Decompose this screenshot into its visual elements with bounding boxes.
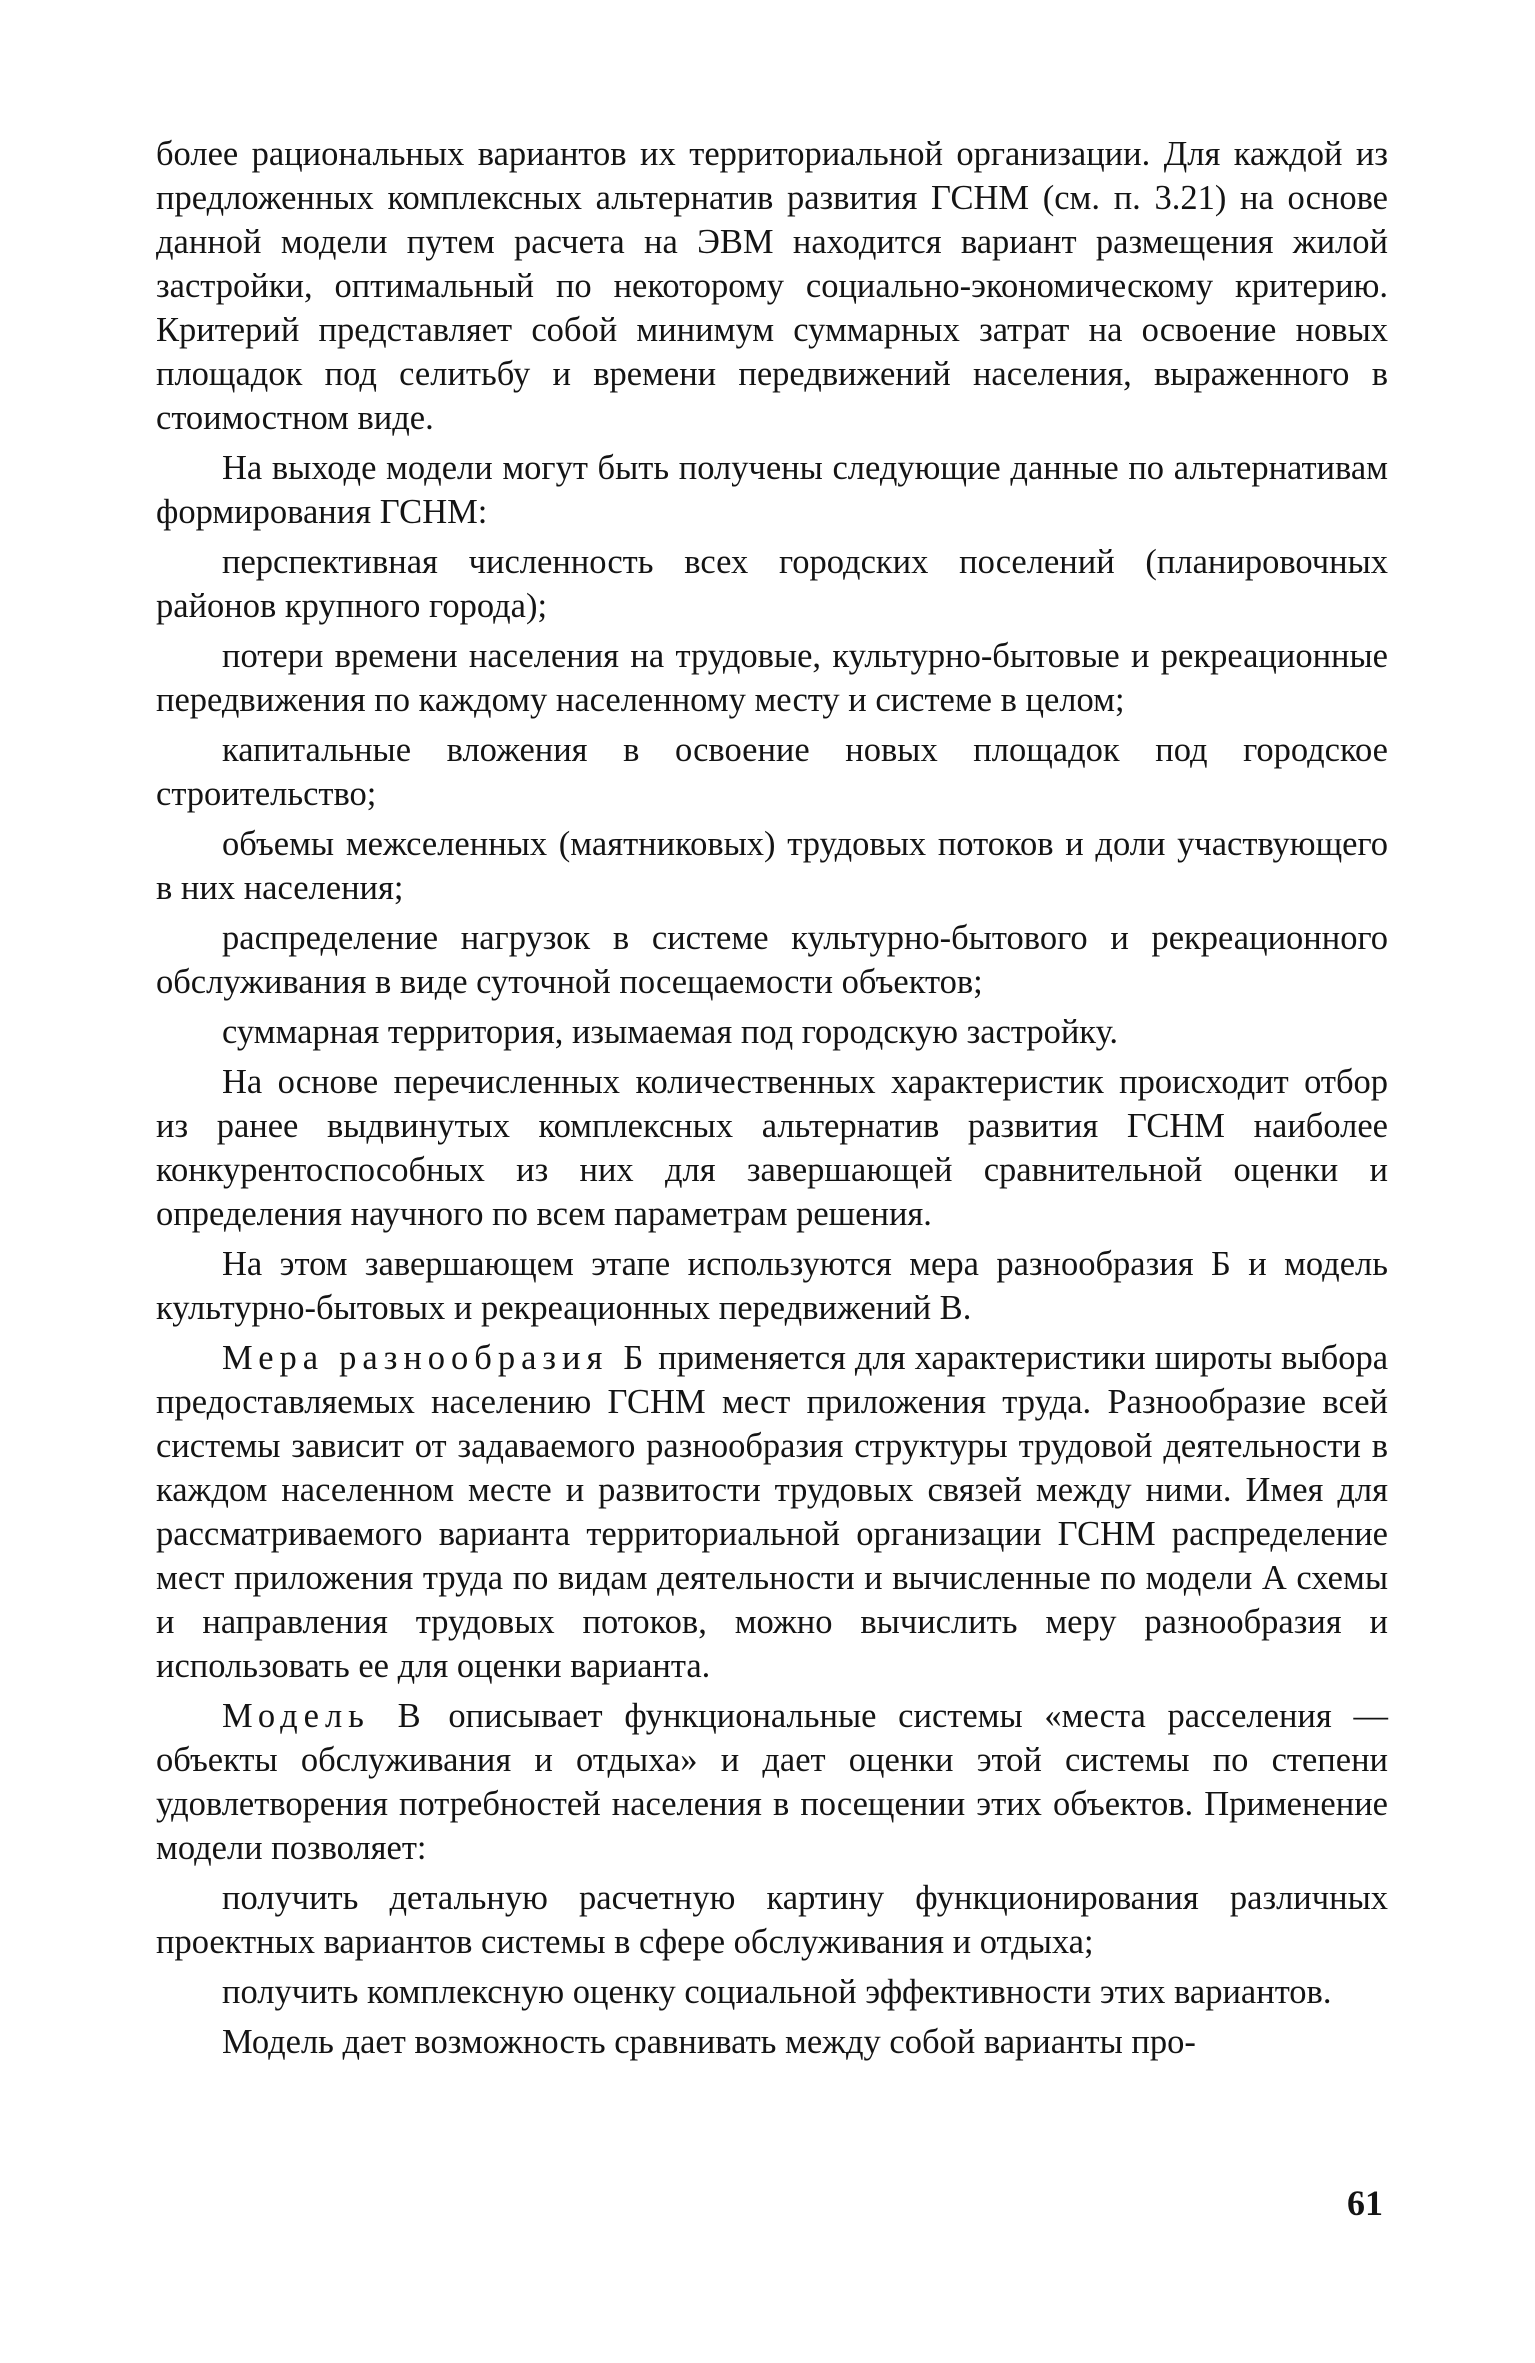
body-text <box>156 132 1388 2064</box>
list-item-complex-assessment: получить комплексную оценку социальной эффективности этих вариантов. <box>222 1973 1332 2011</box>
term-model-v: Модель В <box>222 1697 427 1735</box>
paragraph-2: На выходе модели могут быть получены следующие данные по альтернативам формирования ГСНМ: <box>156 449 1388 531</box>
paragraph-final-stage: На этом завершающем этапе используются мера разнообразия Б и модель культурно-бытовых и рекреационных передвижений В. <box>156 1245 1388 1327</box>
paragraph-diversity-measure <box>156 1336 1388 1688</box>
paragraph-selection: На основе перечисленных количественных характеристик происходит отбор из ранее выдвинутых комплексных альтернатив развития ГСНМ наиболее конкурентоспособных из них для завершающей сравнительной оценки и определения научного по всем параметрам решения. <box>156 1063 1388 1233</box>
list-item-total-territory: суммарная территория, изымаемая под городскую застройку. <box>222 1013 1119 1051</box>
paragraph-model-v <box>156 1694 1388 1870</box>
list-item-population: перспективная численность всех городских поселений (планировочных районов крупного города); <box>156 543 1388 625</box>
paragraph-1: более рациональных вариантов их территориальной организации. Для каждой из предложенных комплексных альтернатив развития ГСНМ (см. п. 3.21) на основе данной модели путем расчета на ЭВМ находится вариант размещения жилой застройки, оптимальный по некоторому социально-экономическому критерию. Критерий представляет собой минимум суммарных затрат на освоение новых площадок под селитьбу и времени передвижений населения, выраженного в стоимостном виде. <box>156 135 1388 437</box>
term-diversity-measure: Мера разнообразия Б <box>222 1339 650 1377</box>
paragraph-comparison: Модель дает возможность сравнивать между собой варианты про- <box>222 2023 1196 2061</box>
list-item-detailed-picture: получить детальную расчетную картину функционирования различных проектных вариантов системы в сфере обслуживания и отдыха; <box>156 1879 1388 1961</box>
list-item-service-loads: распределение нагрузок в системе культурно-бытового и рекреационного обслуживания в виде суточной посещаемости объектов; <box>156 919 1388 1001</box>
page-number: 61 <box>1347 2183 1383 2223</box>
list-item-commuter-flows: объемы межселенных (маятниковых) трудовых потоков и доли участвующего в них населения; <box>156 825 1388 907</box>
paragraph-model-v-text: описывает функциональные системы «места расселения — объекты обслуживания и отдыха» и дает оценки этой системы по степени удовлетворения потребностей населения в посещении этих объектов. Применение модели позволяет: <box>156 1697 1388 1867</box>
paragraph-diversity-measure-text: применяется для характеристики широты выбора предоставляемых населению ГСНМ мест приложения труда. Разнообразие всей системы зависит от задаваемого разнообразия структуры трудовой деятельности в каждом населенном месте и развитости трудовых связей между ними. Имея для рассматриваемого варианта территориальной организации ГСНМ распределение мест приложения труда по видам деятельности и вычисленные по модели А схемы и направления трудовых потоков, можно вычислить меру разнообразия и использовать ее для оценки варианта. <box>156 1339 1389 1685</box>
list-item-capital-investment: капитальные вложения в освоение новых площадок под городское строительство; <box>156 731 1388 813</box>
list-item-time-losses: потери времени населения на трудовые, культурно-бытовые и рекреационные передвижения по каждому населенному месту и системе в целом; <box>156 637 1388 719</box>
